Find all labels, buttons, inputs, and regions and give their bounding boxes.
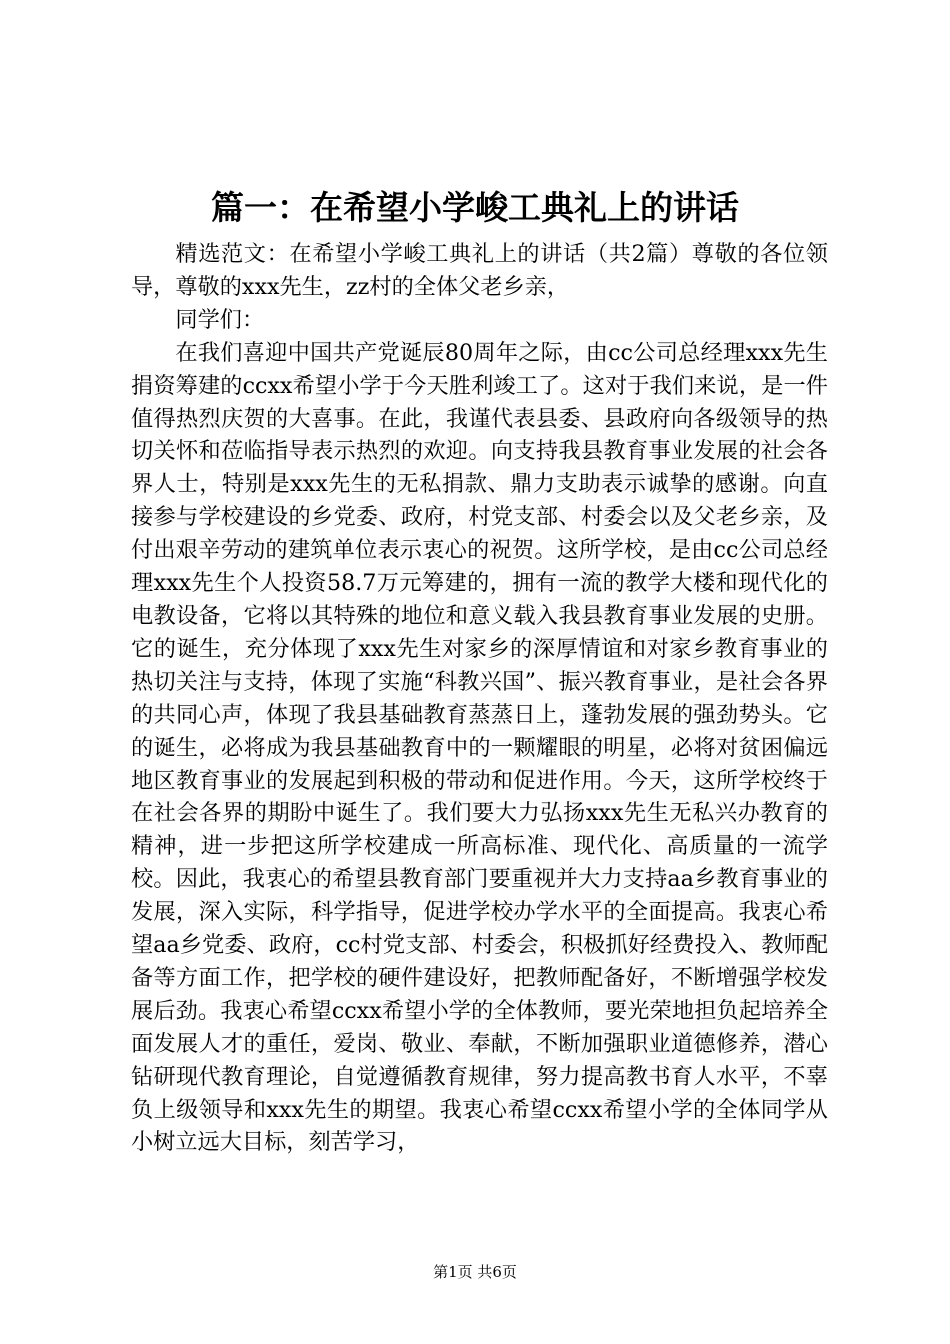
document-body: [131, 238, 828, 1159]
paragraph-speech-body: 在我们喜迎中国共产党诞辰80周年之际，由cc公司总经理xxx先生捐资筹建的ccxx希望小学于今天胜利竣工了。这对于我们来说，是一件值得热烈庆贺的大喜事。在此，我谨代表县委、县政府向各级领导的热切关怀和莅临指导表示热烈的欢迎。向支持我县教育事业发展的社会各界人士，特别是xxx先生的无私捐款、鼎力支助表示诚挚的感谢。向直接参与学校建设的乡党委、政府，村党支部、村委会以及父老乡亲，及付出艰辛劳动的建筑单位表示衷心的祝贺。这所学校，是由cc公司总经理xxx先生个人投资58.7万元筹建的，拥有一流的教学大楼和现代化的电教设备，它将以其特殊的地位和意义载入我县教育事业发展的史册。它的诞生，充分体现了xxx先生对家乡的深厚情谊和对家乡教育事业的热切关注与支持，体现了实施“科教兴国”、振兴教育事业，是社会各界的共同心声，体现了我县基础教育蒸蒸日上，蓬勃发展的强劲势头。它的诞生，必将成为我县基础教育中的一颗耀眼的明星，必将对贫困偏远地区教育事业的发展起到积极的带动和促进作用。今天，这所学校终于在社会各界的期盼中诞生了。我们要大力弘扬xxx先生无私兴办教育的精神，进一步把这所学校建成一所高标准、现代化、高质量的一流学校。因此，我衷心的希望县教育部门要重视并大力支持aa乡教育事业的发展，深入实际，科学指导，促进学校办学水平的全面提高。我衷心希望aa乡党委、政府，cc村党支部、村委会，积极抓好经费投入、教师配备等方面工作，把学校的硬件建设好，把教师配备好，不断增强学校发展后劲。我衷心希望ccxx希望小学的全体教师，要光荣地担负起培养全面发展人才的重任，爱岗、敬业、奉献，不断加强职业道德修养，潜心钻研现代教育理论，自觉遵循教育规律，努力提高教书育人水平，不辜负上级领导和xxx先生的期望。我衷心希望ccxx希望小学的全体同学从小树立远大目标，刻苦学习，: [131, 339, 828, 1156]
page-footer: 第1页 共6页: [433, 1263, 517, 1281]
document-title: 篇一：在希望小学峻工典礼上的讲话: [211, 188, 739, 227]
paragraph-salutation-continued: 同学们：: [175, 306, 265, 333]
paragraph-salutation: 精选范文：在希望小学峻工典礼上的讲话（共2篇）尊敬的各位领导，尊敬的xxx先生，zz村的全体父老乡亲，: [131, 241, 828, 300]
